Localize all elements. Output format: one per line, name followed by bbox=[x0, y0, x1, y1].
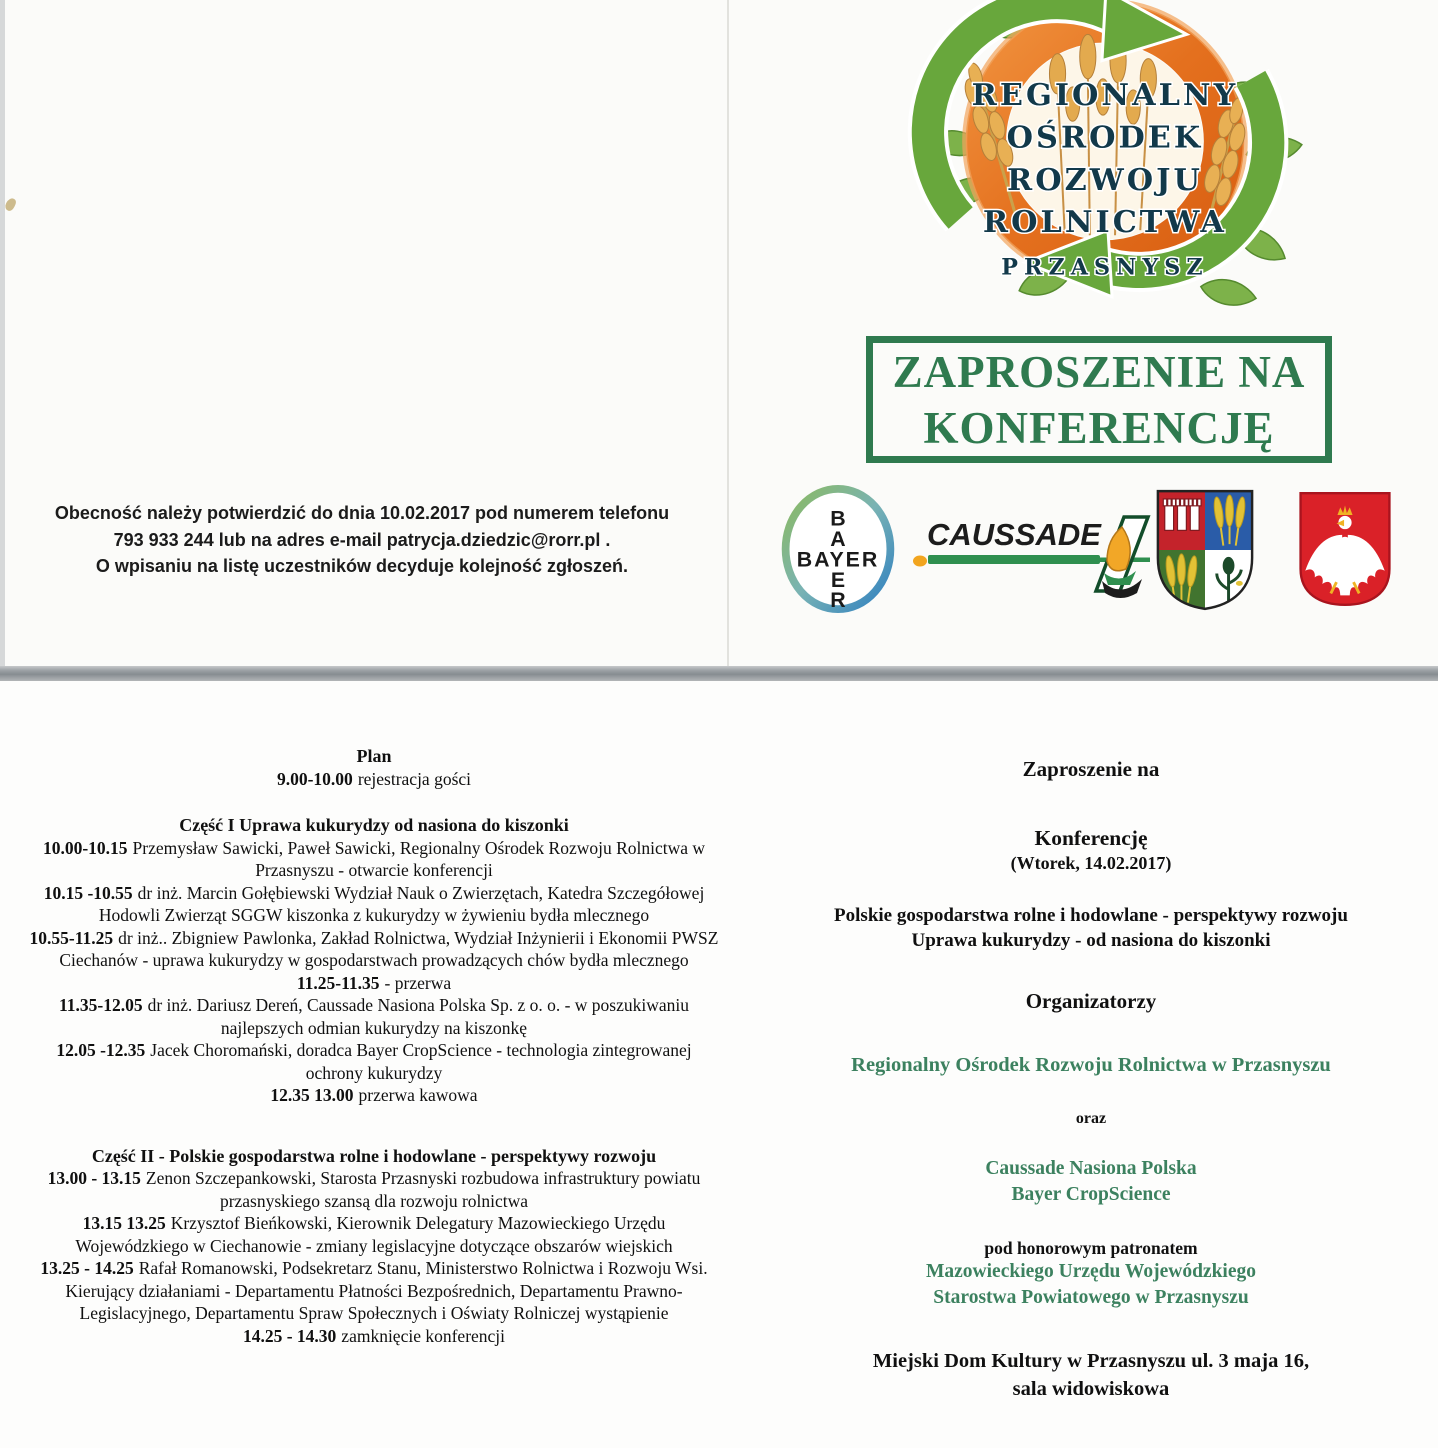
invitation-banner bbox=[866, 336, 1332, 463]
invite-date: (Wtorek, 14.02.2017) bbox=[1010, 853, 1172, 873]
banner-line1: ZAPROSZENIE NA bbox=[892, 346, 1306, 397]
invite-subject-line1: Polskie gospodarstwa rolne i hodowlane - perspektywy rozwoju bbox=[834, 905, 1348, 926]
patronage-label: pod honorowym patronatem bbox=[984, 1238, 1198, 1258]
invite-title-line2: Konferencję bbox=[1034, 826, 1148, 850]
organizers-heading: Organizatorzy bbox=[1025, 989, 1157, 1013]
venue-line1: Miejski Dom Kultury w Przasnyszu ul. 3 maja 16, bbox=[872, 1350, 1310, 1372]
logo-text-city: PRZASNYSZ bbox=[1001, 254, 1209, 281]
item-time: 12.05 -12.35 bbox=[56, 1040, 146, 1060]
item-time: 10.00-10.15 bbox=[42, 837, 128, 858]
bayer-vert-letter-a: A bbox=[830, 527, 846, 552]
card-fold-line bbox=[727, 0, 729, 666]
programme-item bbox=[28, 837, 720, 882]
registration-text: rejestracja gości bbox=[357, 768, 472, 789]
patron-voivodeship: Mazowieckiego Urzędu Wojewódzkiego bbox=[926, 1261, 1256, 1282]
programme-item bbox=[28, 1257, 720, 1325]
logo-text-line1: REGIONALNY bbox=[971, 78, 1239, 114]
item-text: Jacek Choromański, doradca Bayer CropScience - technologia zintegrowanej ochrony kukurydzy bbox=[150, 1040, 692, 1083]
item-time: 13.15 13.25 bbox=[82, 1213, 166, 1233]
poland-eagle-emblem bbox=[1293, 486, 1397, 612]
caussade-bar bbox=[928, 555, 1100, 564]
item-time: 11.25-11.35 bbox=[296, 972, 380, 993]
organizer-partners bbox=[752, 1156, 1430, 1208]
contact-line2: 793 933 244 lub na adres e-mail patrycja.dziedzic@rorr.pl . bbox=[113, 529, 611, 550]
invite-subject-line2: Uprawa kukurydzy - od nasiona do kiszonki bbox=[911, 930, 1271, 951]
logo-text-line2: OŚRODEK bbox=[1006, 120, 1204, 156]
programme-item bbox=[28, 882, 720, 927]
programme-item bbox=[28, 927, 720, 972]
bayer-vert-letter-r: R bbox=[830, 588, 846, 613]
scan-artifact bbox=[4, 197, 18, 213]
item-text: zamknięcie konferencji bbox=[341, 1325, 506, 1346]
item-text: - przerwa bbox=[384, 972, 452, 993]
caussade-dot bbox=[913, 556, 927, 567]
logo-text-line3: ROZWOJU bbox=[1007, 162, 1203, 198]
logo-text-line4: ROLNICTWA bbox=[982, 205, 1227, 241]
organizer-conjunction: oraz bbox=[1075, 1110, 1107, 1127]
banner-line2: KONFERENCJĘ bbox=[923, 402, 1275, 453]
caussade-logo bbox=[910, 497, 1152, 609]
invite-subject bbox=[752, 903, 1430, 953]
contact-line1: Obecność należy potwierdzić do dnia 10.02.2017 pod numerem telefonu bbox=[54, 503, 670, 523]
caussade-wordmark: CAUSSADE bbox=[927, 517, 1101, 552]
patrons bbox=[752, 1259, 1430, 1311]
organizer-bayer: Bayer CropScience bbox=[1011, 1184, 1171, 1205]
part1-heading: Część I Uprawa kukurydzy od nasiona do kiszonki bbox=[179, 815, 569, 835]
przasnysz-crest bbox=[1152, 487, 1258, 613]
card-inside bbox=[0, 681, 1438, 1448]
item-time: 10.15 -10.55 bbox=[43, 882, 133, 903]
programme-item bbox=[28, 1084, 720, 1107]
programme-item bbox=[28, 1167, 720, 1212]
organizer-main: Regionalny Ośrodek Rozwoju Rolnictwa w Przasnyszu bbox=[851, 1054, 1331, 1076]
programme-item bbox=[28, 1325, 720, 1348]
organizer-caussade: Caussade Nasiona Polska bbox=[985, 1158, 1197, 1179]
invitation-column bbox=[752, 681, 1430, 1403]
contact-line3: O wpisaniu na listę uczestników decyduje kolejność zgłoszeń. bbox=[95, 556, 629, 576]
patron-county: Starostwa Powiatowego w Przasnyszu bbox=[933, 1287, 1249, 1308]
programme-item bbox=[28, 972, 720, 995]
programme-item bbox=[28, 1039, 720, 1084]
item-text: Przemysław Sawicki, Paweł Sawicki, Regionalny Ośrodek Rozwoju Rolnictwa w Przasnyszu - otwarcie konferencji bbox=[132, 837, 706, 880]
bayer-logo bbox=[779, 484, 897, 614]
item-text: Rafał Romanowski, Podsekretarz Stanu, Ministerstwo Rolnictwa i Rozwoju Wsi. Kierujący działaniami - Departamentu Płatności Bezpośrednich, Departamentu Prawno-Legislacyjnego, Departamentu Spraw Społecznych i Oświaty Rolniczej wystąpienie bbox=[65, 1258, 708, 1323]
bayer-vert-letter-b: B bbox=[830, 506, 846, 531]
item-time: 13.25 - 14.25 bbox=[40, 1258, 134, 1278]
item-text: przerwa kawowa bbox=[358, 1085, 478, 1105]
contact-info bbox=[40, 500, 684, 580]
crest-towers bbox=[1163, 499, 1201, 530]
item-text: dr inż. Dariusz Dereń, Caussade Nasiona Polska Sp. z o. o. - w poszukiwaniu najlepszych odmian kukurydzy na kiszonkę bbox=[147, 995, 690, 1038]
bayer-horizontal-word: BAYER bbox=[796, 547, 880, 572]
registration-time: 9.00-10.00 bbox=[276, 768, 353, 789]
item-text: Krzysztof Bieńkowski, Kierownik Delegatury Mazowieckiego Urzędu Wojewódzkiego w Ciechanowie - zmiany legislacyjne dotyczące obszarów wiejskich bbox=[75, 1213, 673, 1256]
programme-item bbox=[28, 1212, 720, 1257]
item-time: 12.35 13.00 bbox=[270, 1085, 354, 1105]
programme-column bbox=[28, 681, 720, 1347]
programme-item bbox=[28, 994, 720, 1039]
part2-heading: Część II - Polskie gospodarstwa rolne i hodowlane - perspektywy rozwoju bbox=[91, 1145, 657, 1166]
bayer-vert-letter-e: E bbox=[830, 567, 846, 592]
item-time: 13.00 - 13.15 bbox=[47, 1168, 141, 1188]
scan-left-edge bbox=[0, 0, 5, 666]
rorr-logo bbox=[898, 0, 1322, 324]
item-time: 10.55-11.25 bbox=[29, 927, 114, 948]
item-time: 14.25 - 14.30 bbox=[242, 1325, 337, 1346]
item-time: 11.35-12.05 bbox=[58, 995, 143, 1015]
item-text: Zenon Szczepankowski, Starosta Przasnyski rozbudowa infrastruktury powiatu przasnyskiego szansą dla rozwoju rolnictwa bbox=[145, 1168, 701, 1211]
item-text: dr inż.. Zbigniew Pawlonka, Zakład Rolnictwa, Wydział Inżynierii i Ekonomii PWSZ Ciechanów - uprawa kukurydzy w gospodarstwach prowadzących chów bydła mlecznego bbox=[59, 927, 719, 970]
registration-line bbox=[28, 768, 720, 791]
item-text: dr inż. Marcin Gołębiewski Wydział Nauk o Zwierzętach, Katedra Szczegółowej Hodowli Zwierząt SGGW kiszonka z kukurydzy w żywieniu bydła mlecznego bbox=[98, 882, 705, 925]
venue bbox=[752, 1347, 1430, 1403]
invite-title-line1: Zaproszenie na bbox=[1022, 757, 1160, 781]
venue-line2: sala widowiskowa bbox=[1012, 1378, 1170, 1400]
card-front bbox=[0, 0, 1438, 666]
programme-title: Plan bbox=[356, 746, 392, 766]
scan-separator bbox=[0, 666, 1438, 681]
